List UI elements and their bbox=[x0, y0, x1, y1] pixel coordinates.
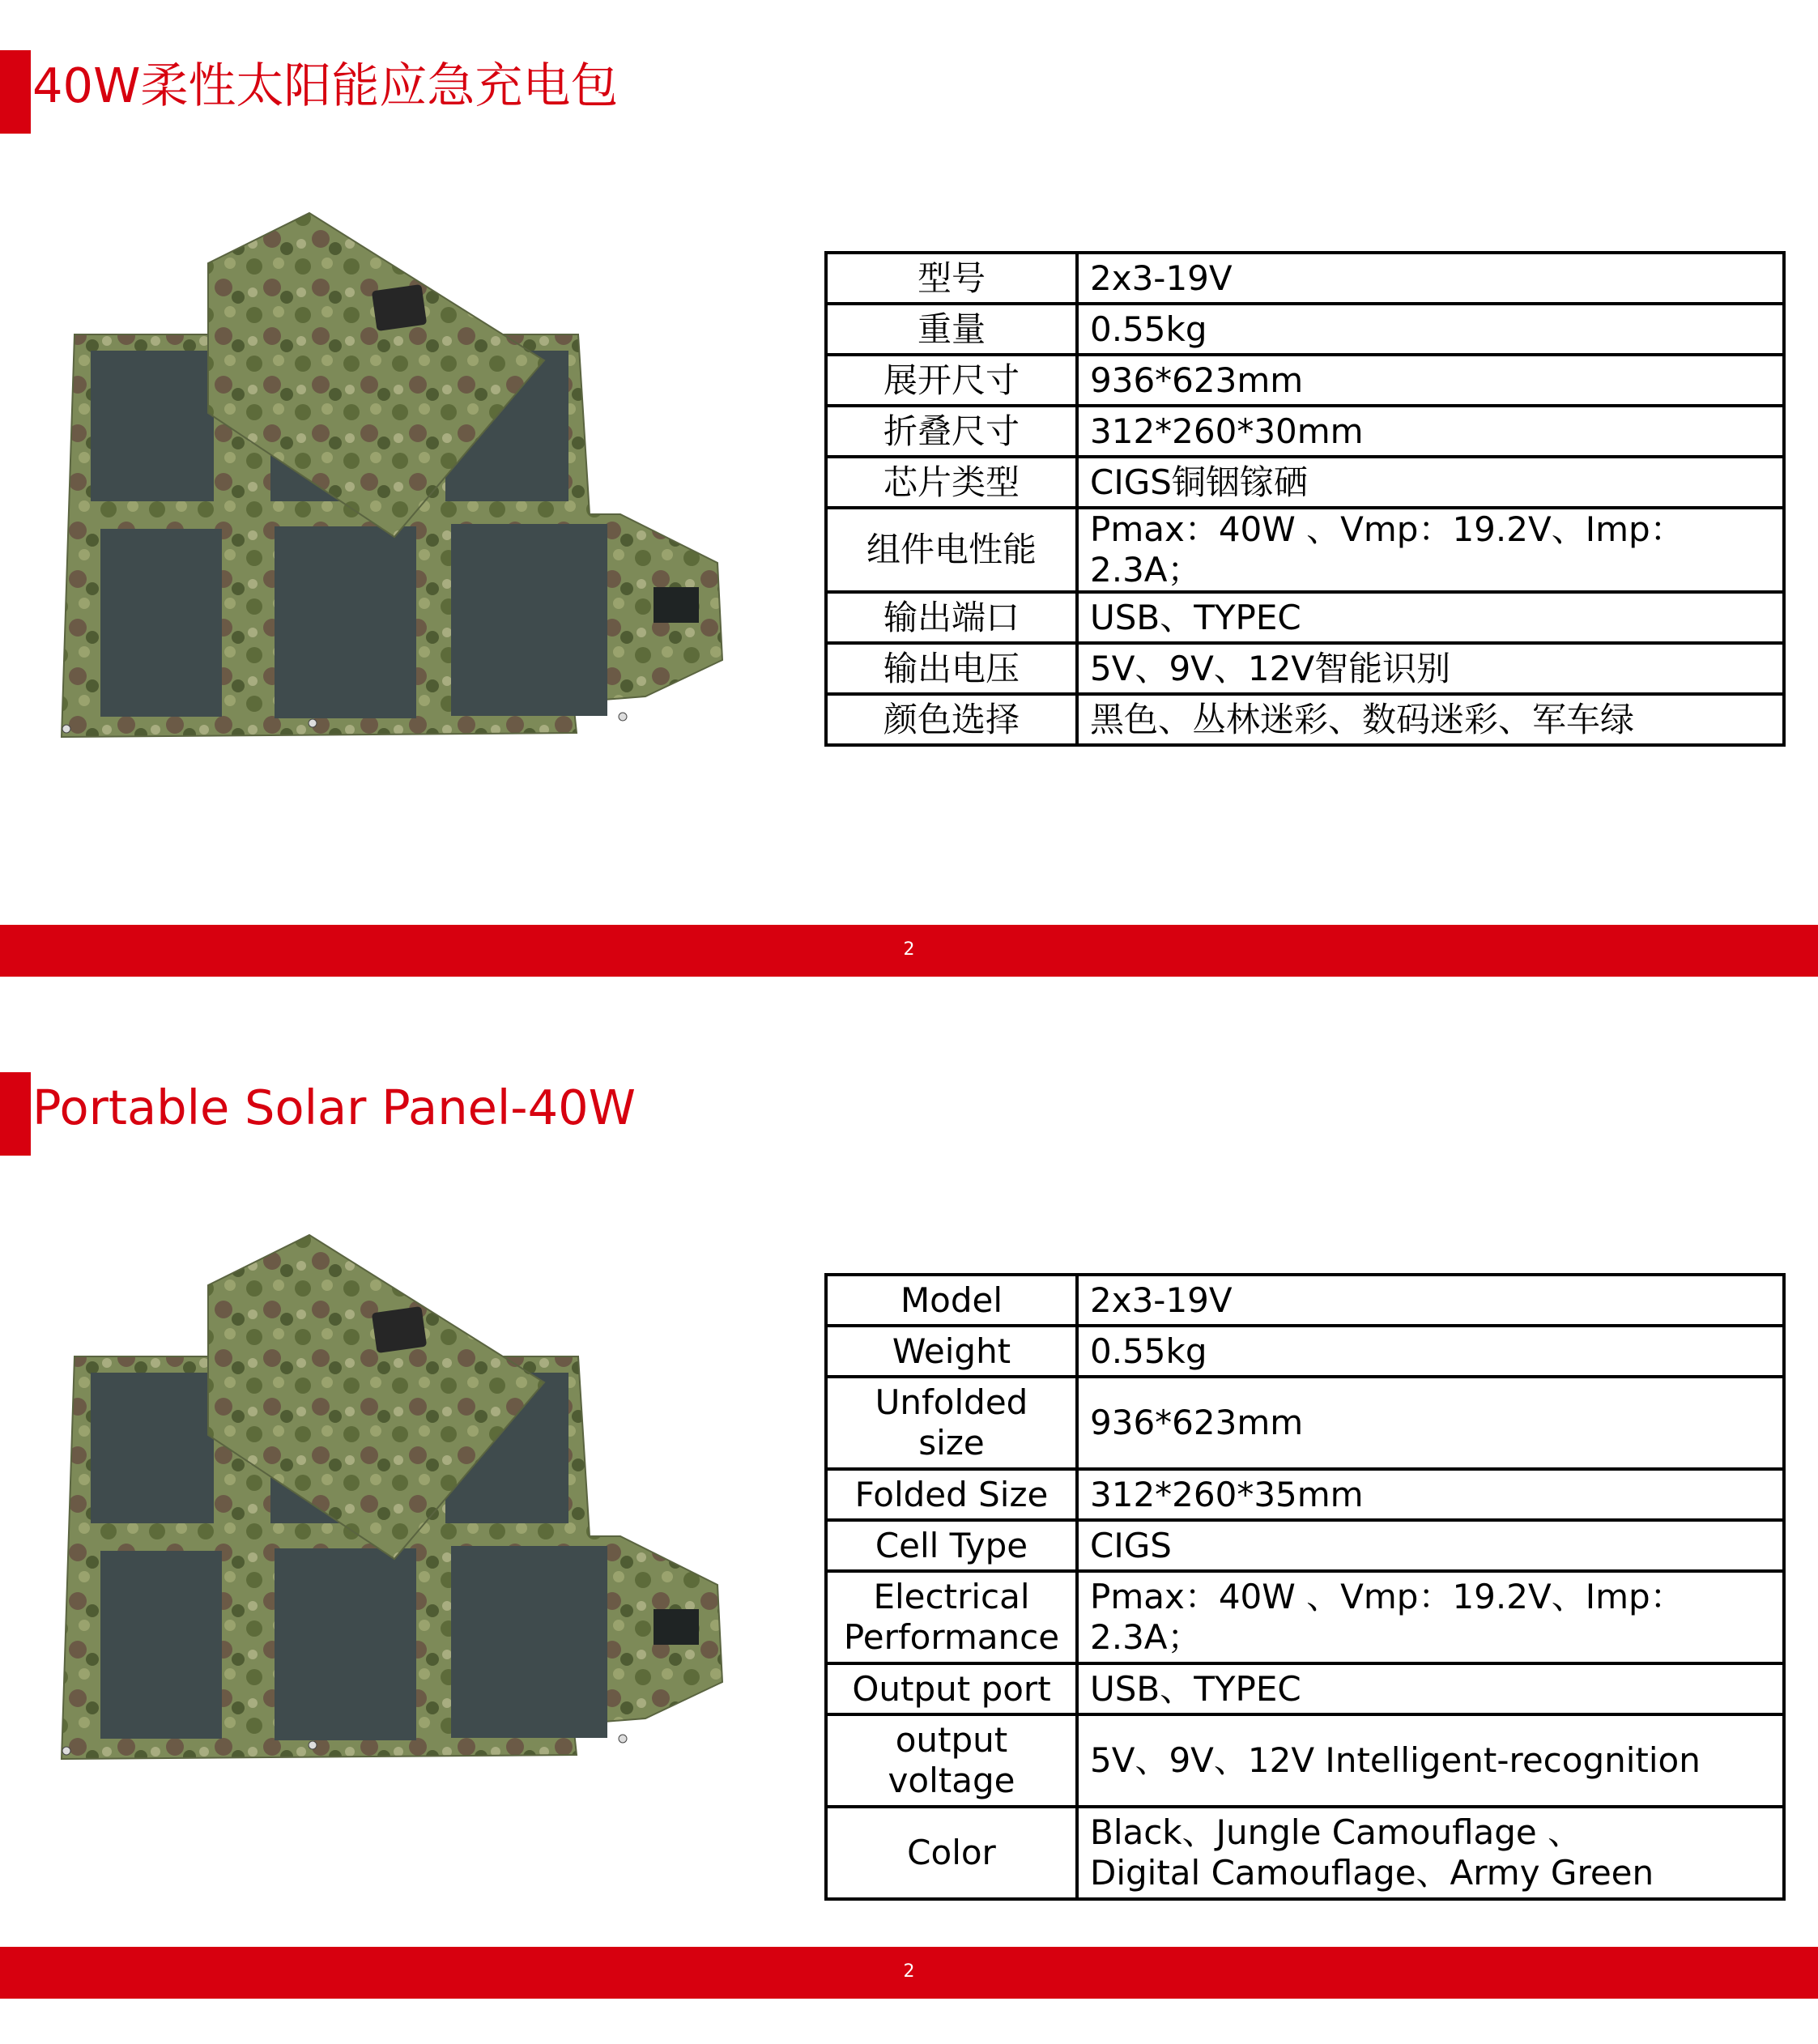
row-label: Folded Size bbox=[826, 1469, 1077, 1520]
row-label: 组件电性能 bbox=[826, 508, 1077, 592]
row-value: 936*623mm bbox=[1077, 355, 1784, 406]
row-value: Pmax：40W 、Vmp：19.2V、Imp：2.3A； bbox=[1077, 508, 1784, 592]
row-value: 2x3-19V bbox=[1077, 253, 1784, 304]
table-row bbox=[826, 406, 1784, 457]
row-value: Pmax：40W 、Vmp：19.2V、Imp：2.3A； bbox=[1077, 1571, 1784, 1663]
row-label: 重量 bbox=[826, 304, 1077, 355]
row-label: Model bbox=[826, 1275, 1077, 1326]
page-number: 2 bbox=[903, 939, 915, 960]
row-value: 5V、9V、12V Intelligent-recognition bbox=[1077, 1714, 1784, 1807]
solar-panel-photo bbox=[50, 1229, 763, 1771]
table-row bbox=[826, 592, 1784, 643]
row-value: Black、Jungle Camouflage 、 Digital Camouflage、Army Green bbox=[1077, 1807, 1784, 1899]
row-value: 936*623mm bbox=[1077, 1377, 1784, 1469]
solar-panel-photo bbox=[50, 207, 763, 749]
table-row bbox=[826, 643, 1784, 694]
row-value: 312*260*35mm bbox=[1077, 1469, 1784, 1520]
spec-table bbox=[824, 251, 1786, 747]
row-value: USB、TYPEC bbox=[1077, 1663, 1784, 1714]
table-row bbox=[826, 1275, 1784, 1326]
row-label: Weight bbox=[826, 1326, 1077, 1377]
row-label: 型号 bbox=[826, 253, 1077, 304]
row-value: CIGS铜铟镓硒 bbox=[1077, 457, 1784, 508]
table-row bbox=[826, 1469, 1784, 1520]
row-label: output voltage bbox=[826, 1714, 1077, 1807]
row-label: Electrical Performance bbox=[826, 1571, 1077, 1663]
table-row bbox=[826, 1714, 1784, 1807]
row-value: 0.55kg bbox=[1077, 304, 1784, 355]
spec-table bbox=[824, 1273, 1786, 1901]
row-label: 颜色选择 bbox=[826, 694, 1077, 745]
row-value: CIGS bbox=[1077, 1520, 1784, 1571]
row-value: 312*260*30mm bbox=[1077, 406, 1784, 457]
row-label: Output port bbox=[826, 1663, 1077, 1714]
row-value: 2x3-19V bbox=[1077, 1275, 1784, 1326]
row-label: 输出电压 bbox=[826, 643, 1077, 694]
table-row bbox=[826, 508, 1784, 592]
row-label: Color bbox=[826, 1807, 1077, 1899]
row-label: Cell Type bbox=[826, 1520, 1077, 1571]
row-value: 黑色、丛林迷彩、数码迷彩、军车绿 bbox=[1077, 694, 1784, 745]
row-label: 折叠尺寸 bbox=[826, 406, 1077, 457]
page-number: 2 bbox=[903, 1961, 915, 1982]
row-value: USB、TYPEC bbox=[1077, 592, 1784, 643]
row-label: Unfolded size bbox=[826, 1377, 1077, 1469]
slide-english bbox=[0, 1022, 1818, 2044]
table-row bbox=[826, 457, 1784, 508]
footer-bar bbox=[0, 1947, 1818, 1999]
row-label: 芯片类型 bbox=[826, 457, 1077, 508]
table-row bbox=[826, 1807, 1784, 1899]
table-row bbox=[826, 355, 1784, 406]
title-accent-bar bbox=[0, 50, 31, 134]
slide-title: 40W柔性太阳能应急充电包 bbox=[32, 57, 619, 113]
table-row bbox=[826, 1326, 1784, 1377]
table-row bbox=[826, 304, 1784, 355]
title-accent-bar bbox=[0, 1072, 31, 1156]
row-label: 展开尺寸 bbox=[826, 355, 1077, 406]
table-row bbox=[826, 253, 1784, 304]
row-value: 5V、9V、12V智能识别 bbox=[1077, 643, 1784, 694]
footer-bar bbox=[0, 925, 1818, 977]
table-row bbox=[826, 694, 1784, 745]
table-row bbox=[826, 1520, 1784, 1571]
table-row bbox=[826, 1571, 1784, 1663]
row-label: 输出端口 bbox=[826, 592, 1077, 643]
row-value: 0.55kg bbox=[1077, 1326, 1784, 1377]
slide-title: Portable Solar Panel-40W bbox=[32, 1079, 636, 1135]
table-row bbox=[826, 1377, 1784, 1469]
table-row bbox=[826, 1663, 1784, 1714]
